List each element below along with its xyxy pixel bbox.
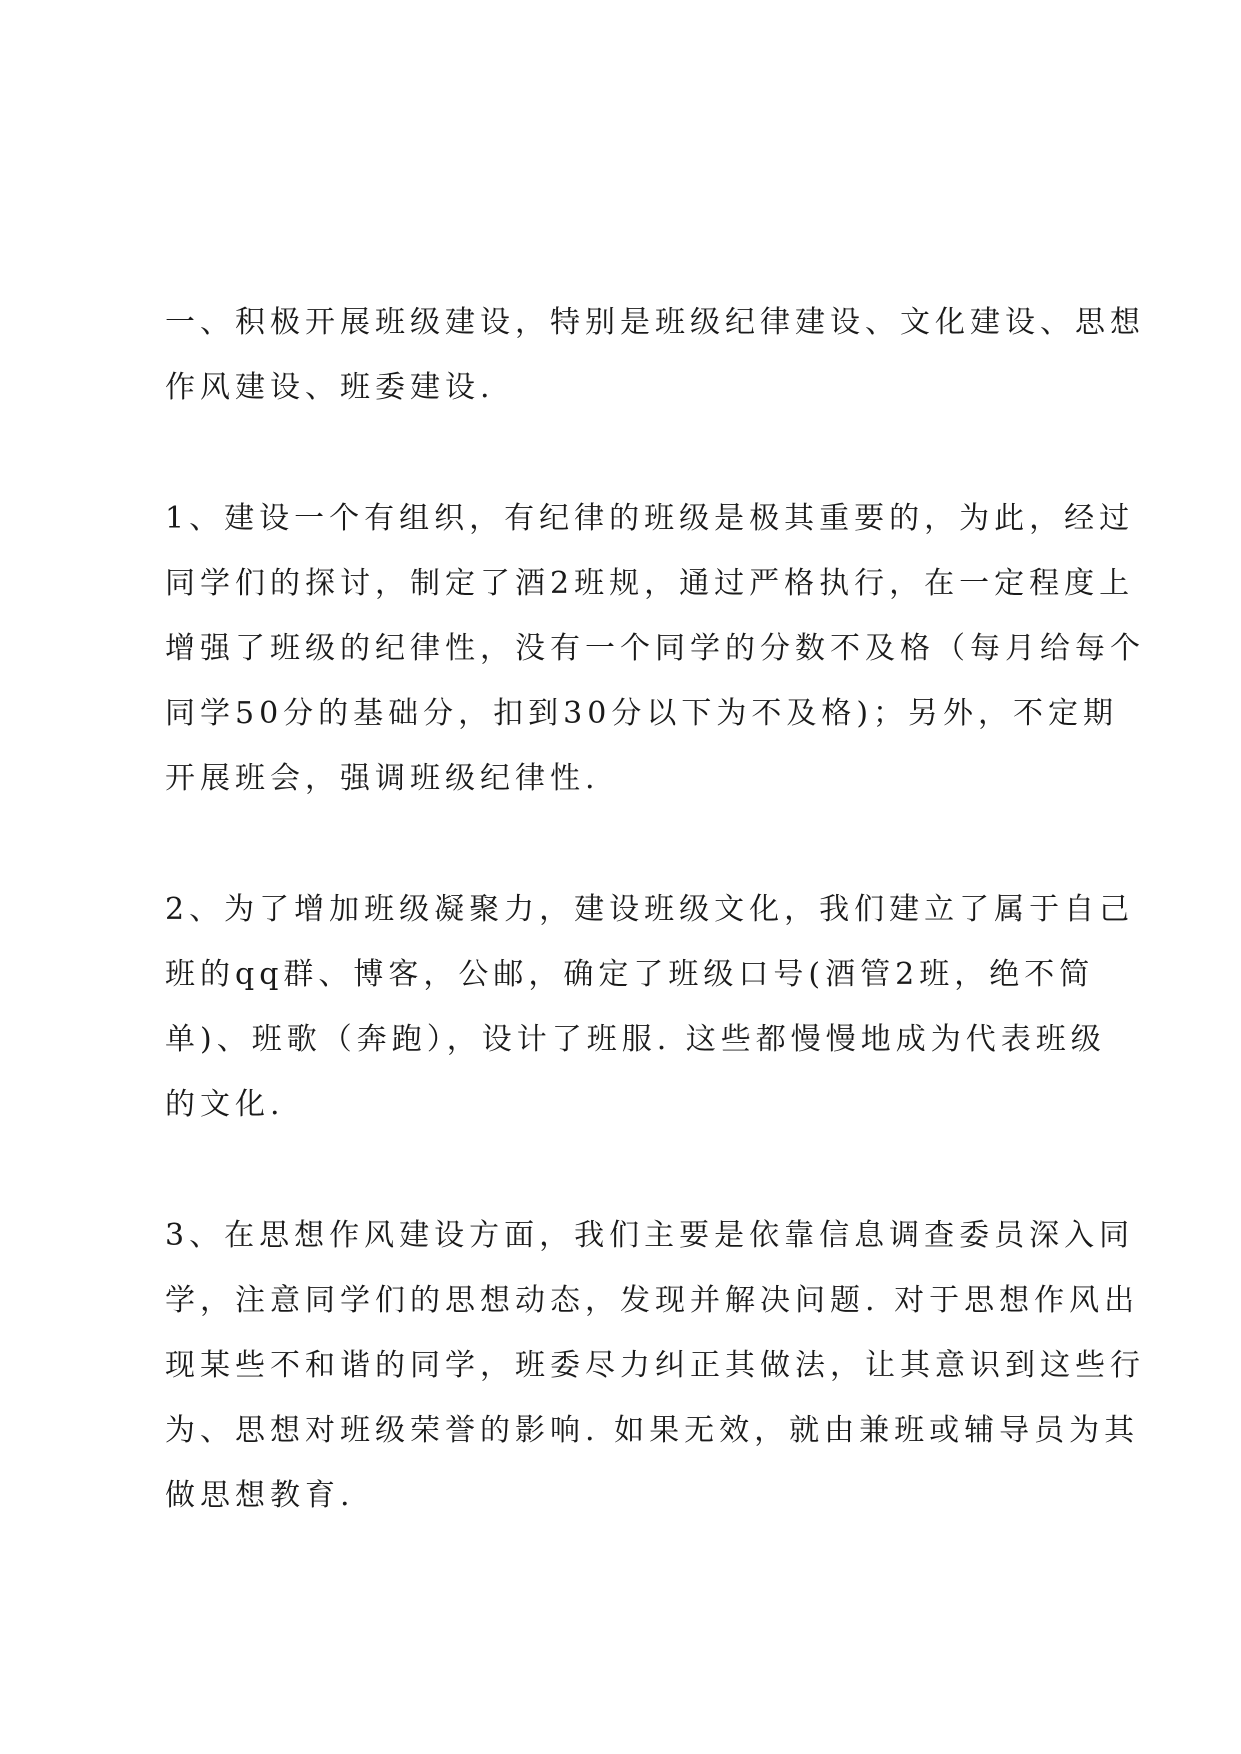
text-line: 一、积极开展班级建设，特别是班级纪律建设、文化建设、思想 (165, 305, 1145, 340)
text-line: 同学50分的基础分，扣到30分以下为不及格)；另外，不定期 (165, 696, 1119, 731)
text-line: 单)、班歌（奔跑），设计了班服. 这些都慢慢地成为代表班级 (165, 1022, 1106, 1057)
text-line: 的文化. (165, 1087, 285, 1122)
text-line: 同学们的探讨，制定了酒2班规，通过严格执行，在一定程度上 (165, 566, 1135, 601)
paragraph-discipline (165, 486, 1145, 811)
text-line: 1、建设一个有组织，有纪律的班级是极其重要的，为此，经过 (165, 501, 1135, 536)
text-line: 班的qq群、博客，公邮，确定了班级口号(酒管2班，绝不简 (165, 957, 1095, 992)
text-line: 开展班会，强调班级纪律性. (165, 761, 600, 796)
section-heading-paragraph (165, 290, 1145, 420)
text-line: 2、为了增加班级凝聚力，建设班级文化，我们建立了属于自己 (165, 892, 1135, 927)
text-line: 现某些不和谐的同学，班委尽力纠正其做法，让其意识到这些行 (165, 1348, 1145, 1383)
text-line: 作风建设、班委建设. (165, 370, 495, 405)
text-line: 增强了班级的纪律性，没有一个同学的分数不及格（每月给每个 (165, 631, 1145, 666)
paragraph-culture (165, 877, 1135, 1137)
text-line: 为、思想对班级荣誉的影响. 如果无效，就由兼班或辅导员为其 (165, 1413, 1140, 1448)
text-line: 学，注意同学们的思想动态，发现并解决问题. 对于思想作风出 (165, 1283, 1140, 1318)
text-line: 做思想教育. (165, 1478, 355, 1513)
document-body (165, 290, 1145, 1594)
text-line: 3、在思想作风建设方面，我们主要是依靠信息调查委员深入同 (165, 1218, 1135, 1253)
paragraph-ideology (165, 1203, 1145, 1528)
